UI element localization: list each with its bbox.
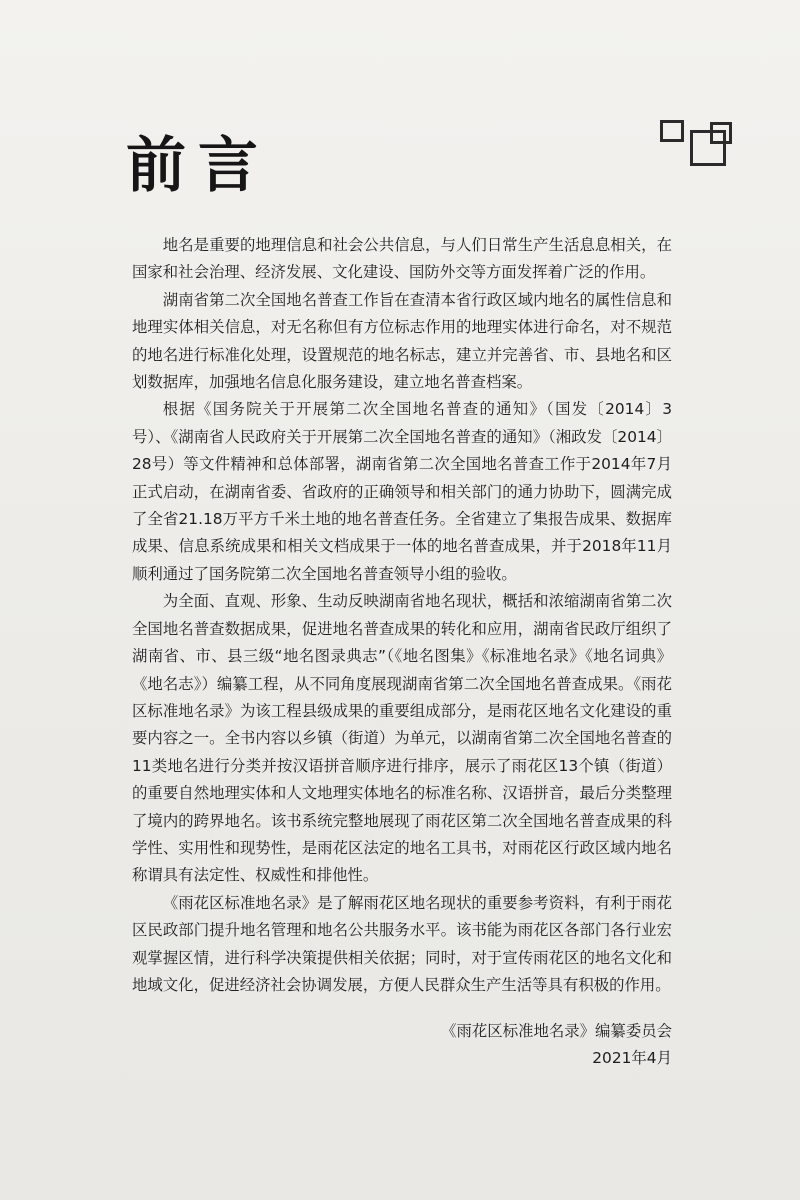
signature-date: 2021年4月 [592,1049,672,1068]
signature-author: 《雨花区标准地名录》编纂委员会 [441,1022,672,1040]
overlap-square-icon [710,122,732,144]
paragraph: 根据《国务院关于开展第二次全国地名普查的通知》（国发〔2014〕3号）、《湖南省人民政府关于开展第二次全国地名普查的通知》（湘政发〔2014〕28号）等文件精神和总体部署，湖南省第二次全国地名普查工作于2014年7月正式启动，在湖南省委、省政府的正确领导和相关部门的通力协助下，圆满完成了全省21.18万平方千米土地的地名普查任务。全省建立了集报告成果、数据库成果、信息系统成果和相关文档成果于一体的地名普查成果，并于2018年11月顺利通过了国务院第二次全国地名普查领导小组的验收。 [132,400,672,583]
squares-decoration-icon [654,116,738,188]
signature-block [441,1018,672,1073]
page-title: 前言 [126,131,270,201]
paragraph: 湖南省第二次全国地名普查工作旨在查清本省行政区域内地名的属性信息和地理实体相关信息，对无名称但有方位标志作用的地理实体进行命名，对不规范的地名进行标准化处理，设置规范的地名标志，建立并完善省、市、县地名和区划数据库，加强地名信息化服务建设，建立地名普查档案。 [132,290,672,392]
small-square-icon [660,120,684,142]
preface-body [132,232,672,999]
paragraph: 《雨花区标准地名录》是了解雨花区地名现状的重要参考资料，有利于雨花区民政部门提升地名管理和地名公共服务水平。该书能为雨花区各部门各行业宏观掌握区情，进行科学决策提供相关依据；同时，对于宣传雨花区的地名文化和地域文化，促进经济社会协调发展，方便人民群众生产生活等具有积极的作用。 [132,893,672,994]
paragraph: 地名是重要的地理信息和社会公共信息，与人们日常生产生活息息相关，在国家和社会治理、经济发展、文化建设、国防外交等方面发挥着广泛的作用。 [132,236,672,282]
paragraph: 为全面、直观、形象、生动反映湖南省地名现状，概括和浓缩湖南省第二次全国地名普查数据成果，促进地名普查成果的转化和应用，湖南省民政厅组织了湖南省、市、县三级“地名图录典志”（《地名图集》《标准地名录》《地名词典》《地名志》）编纂工程，从不同角度展现湖南省第二次全国地名普查成果。《雨花区标准地名录》为该工程县级成果的重要组成部分，是雨花区地名文化建设的重要内容之一。全书内容以乡镇（街道）为单元，以湖南省第二次全国地名普查的11类地名进行分类并按汉语拼音顺序进行排序，展示了雨花区13个镇（街道）的重要自然地理实体和人文地理实体地名的标准名称、汉语拼音，最后分类整理了境内的跨界地名。该书系统完整地展现了雨花区第二次全国地名普查成果的科学性、实用性和现势性，是雨花区法定的地名工具书，对雨花区行政区域内地名称谓具有法定性、权威性和排他性。 [132,592,672,885]
